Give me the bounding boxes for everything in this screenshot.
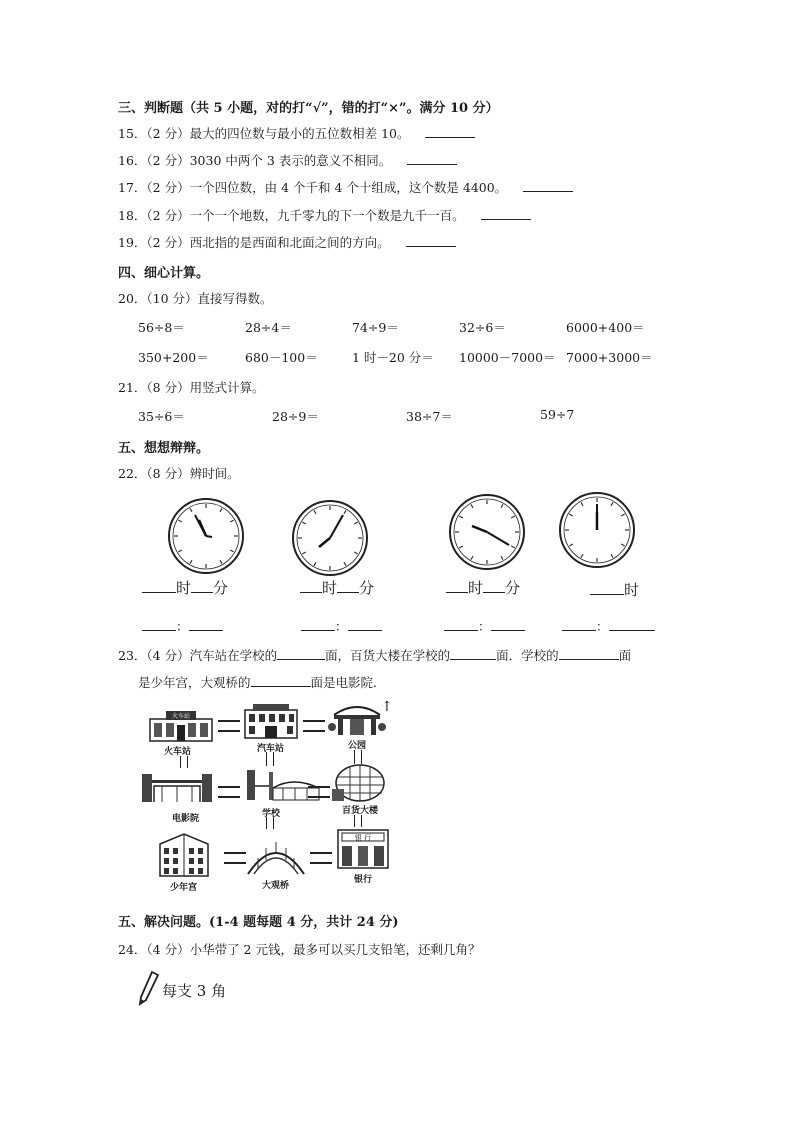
section-4-title: 四、细心计算。: [118, 266, 210, 281]
time-answer-3: 时 分: [446, 577, 520, 598]
bank-label: 银行: [354, 875, 373, 885]
question-23-line2: 是少年宫，大观桥的 面是电影院．: [138, 675, 386, 690]
connector-line: [354, 750, 362, 764]
bus-station-label: 汽车站: [257, 744, 285, 754]
answer-blank[interactable]: [251, 674, 311, 687]
minute-blank[interactable]: [191, 580, 213, 593]
calc-item: 680－100＝: [245, 350, 318, 365]
question-19: 19．（2 分）西北指的是西面和北面之间的方向。: [118, 233, 456, 251]
connector-line: [266, 817, 274, 829]
cinema-icon: [140, 768, 214, 804]
department-store-icon: [330, 763, 386, 803]
digital-time-1: ：: [142, 617, 223, 635]
answer-blank[interactable]: [481, 207, 531, 220]
time-answer-4: 时: [590, 579, 639, 600]
answer-blank[interactable]: [450, 647, 496, 660]
connector-line: [266, 752, 274, 766]
connector-line: [180, 756, 188, 768]
north-arrow-icon: ↑: [381, 699, 393, 715]
calc-item: 350+200＝: [138, 350, 209, 365]
bridge-label: 大观桥: [262, 881, 290, 891]
train-station-label: 火车站: [164, 747, 192, 757]
school-label: 学校: [262, 809, 281, 819]
answer-blank[interactable]: [559, 647, 619, 660]
youth-palace-label: 少年宫: [170, 883, 198, 893]
time-answer-1: 时 分: [142, 577, 228, 598]
calc-item: 56÷8＝: [138, 320, 185, 335]
pencil-price: 每支 3 角: [162, 982, 227, 1000]
clock-face-4: [557, 490, 637, 570]
calc-item: 28÷4＝: [245, 320, 292, 335]
vertical-calc-item: 28÷9＝: [272, 409, 319, 424]
calc-item: 74÷9＝: [352, 320, 399, 335]
train-station-icon: [148, 709, 214, 743]
minute-blank[interactable]: [483, 580, 505, 593]
hour-blank[interactable]: [300, 580, 322, 593]
answer-blank[interactable]: [523, 179, 573, 192]
vertical-calc-item: 35÷6＝: [138, 409, 185, 424]
question-18: 18．（2 分）一个一个地数，九千零九的下一个数是九千一百。: [118, 206, 531, 224]
question-23-line1: 23．（4 分）汽车站在学校的 面，百货大楼在学校的 面．学校的 面: [118, 648, 632, 663]
connector-line: [303, 720, 325, 732]
connector-line: [354, 815, 362, 827]
vertical-calc-item: 38÷7＝: [406, 409, 453, 424]
calc-item: 32÷6＝: [459, 320, 506, 335]
bank-icon: [336, 828, 390, 870]
calc-item: 6000+400＝: [566, 320, 645, 335]
digital-time-2: ：: [301, 617, 382, 635]
section-5b-title: 五、解决问题。(1-4 题每题 4 分，共计 24 分): [118, 915, 399, 930]
park-icon: [328, 703, 386, 737]
clock-face-1: [166, 496, 246, 576]
answer-blank[interactable]: [407, 152, 457, 165]
question-24: 24．（4 分）小华带了 2 元钱，最多可以买几支铅笔，还剩几角？: [118, 942, 481, 957]
connector-line: [224, 852, 246, 864]
question-16: 16．（2 分）3030 中两个 3 表示的意义不相同。: [118, 151, 457, 169]
question-21-label: 21．（8 分）用竖式计算。: [118, 380, 265, 395]
clock-face-3: [447, 492, 527, 572]
digital-time-4: ：: [562, 617, 655, 635]
connector-line: [218, 786, 240, 798]
time-answer-2: 时 分: [300, 577, 374, 598]
calc-item: 1 时－20 分＝: [352, 350, 434, 365]
section-5-title: 五、想想辩辩。: [118, 441, 210, 456]
answer-blank[interactable]: [425, 125, 475, 138]
answer-blank[interactable]: [406, 234, 456, 247]
department-store-label: 百货大楼: [342, 806, 379, 816]
hour-blank[interactable]: [446, 580, 468, 593]
park-label: 公园: [348, 741, 367, 751]
question-20-label: 20．（10 分）直接写得数。: [118, 291, 273, 306]
digital-time-3: ：: [444, 617, 525, 635]
bank-sign: 银 行: [354, 834, 372, 842]
calc-item: 7000+3000＝: [566, 350, 653, 365]
minute-blank[interactable]: [337, 580, 359, 593]
station-sign: 火车站: [171, 713, 191, 720]
bridge-icon: [246, 832, 306, 876]
question-15: 15．（2 分）最大的四位数与最小的五位数相差 10。: [118, 124, 475, 142]
section-3-title: 三、判断题（共 5 小题，对的打“√”，错的打“×”。满分 10 分）: [118, 101, 499, 116]
vertical-calc-item: 59÷7: [540, 407, 575, 422]
question-22-label: 22．（8 分）辨时间。: [118, 466, 240, 481]
connector-line: [218, 720, 240, 732]
bus-station-icon: [243, 702, 299, 740]
hour-blank[interactable]: [590, 582, 624, 595]
calc-item: 10000－7000＝: [459, 350, 556, 365]
connector-line: [310, 852, 332, 864]
answer-blank[interactable]: [277, 647, 325, 660]
connector-line: [308, 786, 330, 798]
pencil-icon: [138, 970, 160, 1006]
cinema-label: 电影院: [172, 814, 200, 824]
question-17: 17．（2 分）一个四位数，由 4 个千和 4 个十组成，这个数是 4400。: [118, 178, 573, 196]
clock-face-2: [290, 498, 370, 578]
youth-palace-icon: [156, 830, 212, 878]
hour-blank[interactable]: [142, 580, 176, 593]
